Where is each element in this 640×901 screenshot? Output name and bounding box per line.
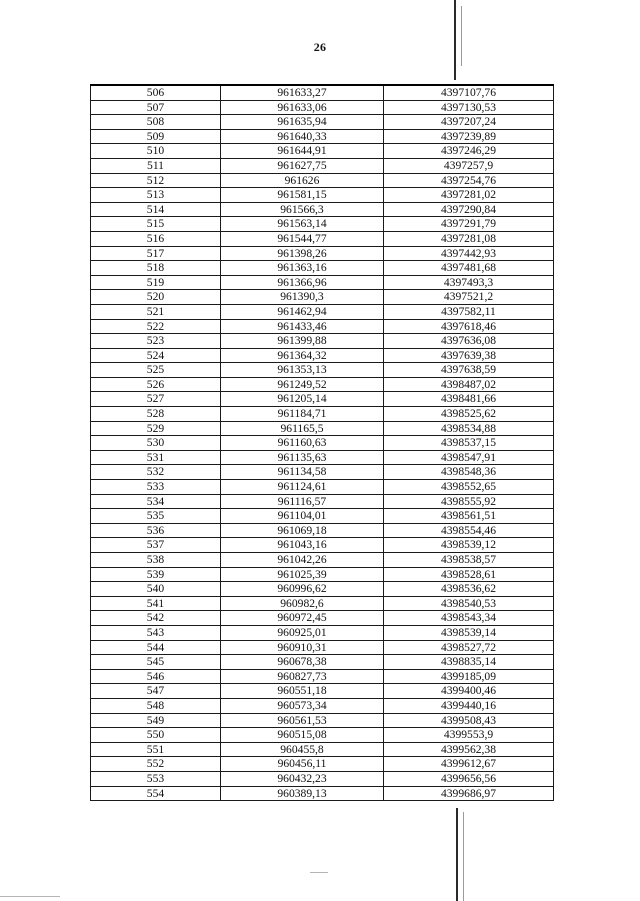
y-coordinate-cell: 4399440,16 [384,698,554,713]
x-coordinate-cell: 960456,11 [221,757,384,772]
table-row [91,757,554,772]
y-coordinate-cell: 4397618,46 [384,319,554,334]
y-coordinate-cell: 4398554,46 [384,523,554,538]
y-coordinate-cell: 4399185,09 [384,669,554,684]
point-number-cell: 543 [91,625,221,640]
y-coordinate-cell: 4399686,97 [384,786,554,801]
x-coordinate-cell: 960678,38 [221,655,384,670]
x-coordinate-cell: 961042,26 [221,553,384,568]
point-number-cell: 509 [91,129,221,144]
x-coordinate-cell: 961635,94 [221,115,384,130]
point-number-cell: 529 [91,421,221,436]
x-coordinate-cell: 960982,6 [221,596,384,611]
point-number-cell: 534 [91,494,221,509]
x-coordinate-cell: 961398,26 [221,246,384,261]
table-row [91,144,554,159]
x-coordinate-cell: 961544,77 [221,231,384,246]
point-number-cell: 514 [91,202,221,217]
x-coordinate-cell: 961433,46 [221,319,384,334]
y-coordinate-cell: 4398539,14 [384,625,554,640]
table-row [91,115,554,130]
y-coordinate-cell: 4397639,38 [384,348,554,363]
y-coordinate-cell: 4399508,43 [384,713,554,728]
y-coordinate-cell: 4398537,15 [384,436,554,451]
y-coordinate-cell: 4398528,61 [384,567,554,582]
point-number-cell: 531 [91,450,221,465]
x-coordinate-cell: 961043,16 [221,538,384,553]
point-number-cell: 523 [91,334,221,349]
y-coordinate-cell: 4397107,76 [384,85,554,100]
point-number-cell: 547 [91,684,221,699]
x-coordinate-cell: 961160,63 [221,436,384,451]
point-number-cell: 537 [91,538,221,553]
point-number-cell: 512 [91,173,221,188]
y-coordinate-cell: 4397239,89 [384,129,554,144]
table-row [91,348,554,363]
point-number-cell: 533 [91,480,221,495]
table-row [91,684,554,699]
y-coordinate-cell: 4399562,38 [384,742,554,757]
table-row [91,480,554,495]
x-coordinate-cell: 960432,23 [221,771,384,786]
y-coordinate-cell: 4399400,46 [384,684,554,699]
y-coordinate-cell: 4398536,62 [384,582,554,597]
y-coordinate-cell: 4397442,93 [384,246,554,261]
table-row [91,231,554,246]
scan-speckle [310,872,328,873]
point-number-cell: 548 [91,698,221,713]
y-coordinate-cell: 4397291,79 [384,217,554,232]
x-coordinate-cell: 960551,18 [221,684,384,699]
point-number-cell: 552 [91,757,221,772]
x-coordinate-cell: 961566,3 [221,202,384,217]
point-number-cell: 519 [91,275,221,290]
x-coordinate-cell: 960910,31 [221,640,384,655]
x-coordinate-cell: 961363,16 [221,261,384,276]
y-coordinate-cell: 4397493,3 [384,275,554,290]
point-number-cell: 518 [91,261,221,276]
y-coordinate-cell: 4398543,34 [384,611,554,626]
table-row [91,655,554,670]
table-row [91,582,554,597]
point-number-cell: 540 [91,582,221,597]
x-coordinate-cell: 961563,14 [221,217,384,232]
point-number-cell: 551 [91,742,221,757]
coordinates-table [90,84,554,801]
table-row [91,494,554,509]
y-coordinate-cell: 4397290,84 [384,202,554,217]
x-coordinate-cell: 961627,75 [221,158,384,173]
point-number-cell: 527 [91,392,221,407]
point-number-cell: 536 [91,523,221,538]
x-coordinate-cell: 960996,62 [221,582,384,597]
y-coordinate-cell: 4397481,68 [384,261,554,276]
x-coordinate-cell: 961104,01 [221,509,384,524]
table-row [91,436,554,451]
table-row [91,611,554,626]
point-number-cell: 542 [91,611,221,626]
point-number-cell: 524 [91,348,221,363]
table-row [91,158,554,173]
table-row [91,173,554,188]
table-row [91,304,554,319]
scan-edge-line [463,812,464,901]
point-number-cell: 517 [91,246,221,261]
table-row [91,377,554,392]
x-coordinate-cell: 961124,61 [221,480,384,495]
x-coordinate-cell: 961353,13 [221,363,384,378]
point-number-cell: 522 [91,319,221,334]
y-coordinate-cell: 4398548,36 [384,465,554,480]
point-number-cell: 516 [91,231,221,246]
table-row [91,523,554,538]
y-coordinate-cell: 4398539,12 [384,538,554,553]
x-coordinate-cell: 961626 [221,173,384,188]
x-coordinate-cell: 961135,63 [221,450,384,465]
point-number-cell: 510 [91,144,221,159]
x-coordinate-cell: 960515,08 [221,728,384,743]
x-coordinate-cell: 961399,88 [221,334,384,349]
point-number-cell: 520 [91,290,221,305]
y-coordinate-cell: 4397207,24 [384,115,554,130]
point-number-cell: 553 [91,771,221,786]
table-row [91,246,554,261]
table-row [91,553,554,568]
table-row [91,100,554,115]
x-coordinate-cell: 961025,39 [221,567,384,582]
table-row [91,363,554,378]
y-coordinate-cell: 4398534,88 [384,421,554,436]
y-coordinate-cell: 4398487,02 [384,377,554,392]
x-coordinate-cell: 961633,06 [221,100,384,115]
x-coordinate-cell: 961390,3 [221,290,384,305]
x-coordinate-cell: 960827,73 [221,669,384,684]
x-coordinate-cell: 961134,58 [221,465,384,480]
table-row [91,450,554,465]
y-coordinate-cell: 4398552,65 [384,480,554,495]
y-coordinate-cell: 4397281,02 [384,188,554,203]
table-row [91,713,554,728]
y-coordinate-cell: 4399612,67 [384,757,554,772]
y-coordinate-cell: 4397638,59 [384,363,554,378]
scan-edge-line [454,0,456,80]
x-coordinate-cell: 961366,96 [221,275,384,290]
table-body [91,85,554,801]
y-coordinate-cell: 4398525,62 [384,407,554,422]
table-row [91,669,554,684]
table-row [91,334,554,349]
y-coordinate-cell: 4398538,57 [384,553,554,568]
x-coordinate-cell: 961364,32 [221,348,384,363]
table-row [91,421,554,436]
point-number-cell: 554 [91,786,221,801]
x-coordinate-cell: 961581,15 [221,188,384,203]
table-row [91,538,554,553]
table-row [91,392,554,407]
x-coordinate-cell: 960389,13 [221,786,384,801]
point-number-cell: 508 [91,115,221,130]
y-coordinate-cell: 4398481,66 [384,392,554,407]
y-coordinate-cell: 4398540,53 [384,596,554,611]
point-number-cell: 526 [91,377,221,392]
table-row [91,771,554,786]
x-coordinate-cell: 961640,33 [221,129,384,144]
point-number-cell: 538 [91,553,221,568]
point-number-cell: 513 [91,188,221,203]
x-coordinate-cell: 960573,34 [221,698,384,713]
table-row [91,188,554,203]
x-coordinate-cell: 961116,57 [221,494,384,509]
x-coordinate-cell: 960561,53 [221,713,384,728]
table-row [91,742,554,757]
y-coordinate-cell: 4397582,11 [384,304,554,319]
y-coordinate-cell: 4399553,9 [384,728,554,743]
scan-speckle [0,896,60,897]
x-coordinate-cell: 961249,52 [221,377,384,392]
y-coordinate-cell: 4398835,14 [384,655,554,670]
table-row [91,275,554,290]
point-number-cell: 541 [91,596,221,611]
y-coordinate-cell: 4398555,92 [384,494,554,509]
x-coordinate-cell: 960972,45 [221,611,384,626]
point-number-cell: 525 [91,363,221,378]
table-row [91,640,554,655]
table-row [91,407,554,422]
y-coordinate-cell: 4398547,91 [384,450,554,465]
table-row [91,567,554,582]
table-row [91,509,554,524]
table-row [91,625,554,640]
table-row [91,129,554,144]
point-number-cell: 544 [91,640,221,655]
x-coordinate-cell: 961069,18 [221,523,384,538]
y-coordinate-cell: 4397254,76 [384,173,554,188]
x-coordinate-cell: 961205,14 [221,392,384,407]
table-row [91,596,554,611]
x-coordinate-cell: 961184,71 [221,407,384,422]
table-row [91,202,554,217]
point-number-cell: 528 [91,407,221,422]
table-row [91,261,554,276]
point-number-cell: 511 [91,158,221,173]
point-number-cell: 550 [91,728,221,743]
table-row [91,465,554,480]
y-coordinate-cell: 4397246,29 [384,144,554,159]
point-number-cell: 535 [91,509,221,524]
table-row [91,319,554,334]
point-number-cell: 539 [91,567,221,582]
point-number-cell: 515 [91,217,221,232]
table-row [91,728,554,743]
point-number-cell: 546 [91,669,221,684]
scan-edge-line [456,808,458,901]
table-row [91,698,554,713]
y-coordinate-cell: 4397636,08 [384,334,554,349]
table-row [91,217,554,232]
x-coordinate-cell: 961165,5 [221,421,384,436]
y-coordinate-cell: 4398527,72 [384,640,554,655]
x-coordinate-cell: 960455,8 [221,742,384,757]
point-number-cell: 532 [91,465,221,480]
y-coordinate-cell: 4397281,08 [384,231,554,246]
y-coordinate-cell: 4398561,51 [384,509,554,524]
point-number-cell: 506 [91,85,221,100]
table-row [91,85,554,100]
page-number: 26 [313,40,327,54]
point-number-cell: 507 [91,100,221,115]
y-coordinate-cell: 4397130,53 [384,100,554,115]
table-row [91,290,554,305]
x-coordinate-cell: 961633,27 [221,85,384,100]
table-row [91,786,554,801]
point-number-cell: 521 [91,304,221,319]
scan-edge-line [461,6,462,66]
y-coordinate-cell: 4397257,9 [384,158,554,173]
x-coordinate-cell: 961644,91 [221,144,384,159]
y-coordinate-cell: 4399656,56 [384,771,554,786]
point-number-cell: 545 [91,655,221,670]
y-coordinate-cell: 4397521,2 [384,290,554,305]
x-coordinate-cell: 960925,01 [221,625,384,640]
x-coordinate-cell: 961462,94 [221,304,384,319]
point-number-cell: 549 [91,713,221,728]
point-number-cell: 530 [91,436,221,451]
